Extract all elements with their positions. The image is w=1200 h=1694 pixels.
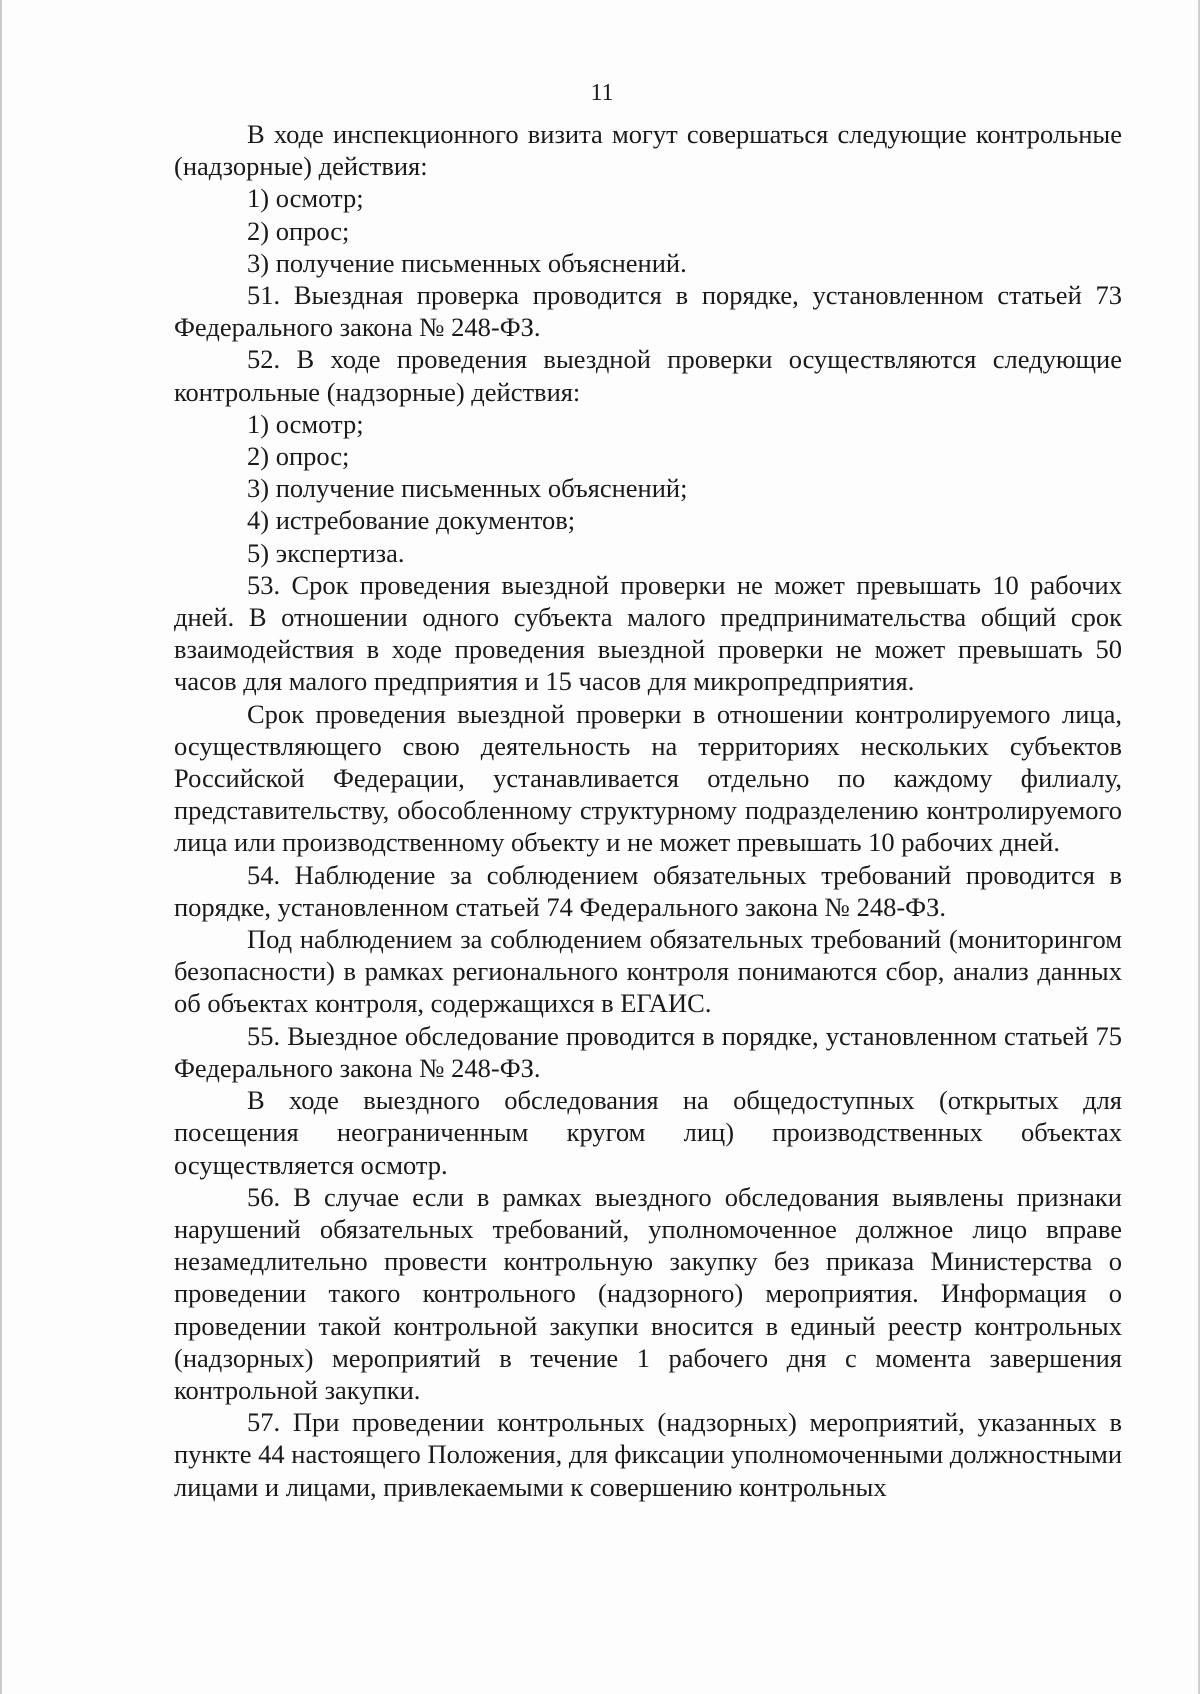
list-item: 1) осмотр; (247, 183, 364, 214)
paragraph-51: 51. Выездная проверка проводится в порядке, установленном статьей 73 Федерального закона № 248-ФЗ. (174, 280, 1122, 343)
paragraph-54: 54. Наблюдение за соблюдением обязательных требований проводится в порядке, установленном статьей 74 Федерального закона № 248-ФЗ. (174, 859, 1122, 922)
paragraph-54-monitoring: Под наблюдением за соблюдением обязательных требований (мониторингом безопасности) в рамках регионального контроля понимаются сбор, анализ данных об объектах контроля, содержащихся в ЕГАИС. (174, 924, 1122, 1019)
list-item: 2) опрос; (247, 441, 350, 472)
list-item: 4) истребование документов; (247, 505, 576, 536)
list-item: 1) осмотр; (247, 408, 364, 439)
paragraph-56: 56. В случае если в рамках выездного обследования выявлены признаки нарушений обязательных требований, уполномоченное должное лицо вправе незамедлительно провести контрольную закупку без приказа Министерства о проведении такого контрольного (надзорного) мероприятия. Информация о проведении такой контрольной закупки вносится в единый реестр контрольных (надзорных) мероприятий в течение 1 рабочего дня с момента завершения контрольной закупки. (174, 1181, 1122, 1405)
paragraph-55: 55. Выездное обследование проводится в порядке, установленном статьей 75 Федерального закона № 248-ФЗ. (174, 1020, 1122, 1083)
paragraph-53-term: Срок проведения выездной проверки в отношении контролируемого лица, осуществляющего свою деятельность на территориях нескольких субъектов Российской Федерации, устанавливается отдельно по каждому филиалу, представительству, обособленному структурному подразделению контролируемого лица или производственному объекту и не может превышать 10 рабочих дней. (174, 698, 1122, 858)
paragraph-intro-visit: В ходе инспекционного визита могут совершаться следующие контрольные (надзорные) действия: (174, 119, 1122, 182)
list-item: 3) получение письменных объяснений. (247, 247, 687, 278)
list-item: 3) получение письменных объяснений; (247, 473, 688, 504)
paragraph-52: 52. В ходе проведения выездной проверки осуществляются следующие контрольные (надзорные) действия: (174, 344, 1122, 407)
paragraph-55-inspection: В ходе выездного обследования на общедоступных (открытых для посещения неограниченным кругом лиц) производственных объектах осуществляется осмотр. (174, 1085, 1122, 1180)
page-number: 11 (590, 80, 614, 106)
list-item: 5) экспертиза. (247, 537, 405, 568)
paragraph-53: 53. Срок проведения выездной проверки не может превышать 10 рабочих дней. В отношении одного субъекта малого предпринимательства общий срок взаимодействия в ходе проведения выездной проверки не может превышать 50 часов для малого предприятия и 15 часов для микропредприятия. (174, 569, 1122, 697)
paragraph-57: 57. При проведении контрольных (надзорных) мероприятий, указанных в пункте 44 настоящего Положения, для фиксации уполномоченными должностными лицами и лицами, привлекаемыми к совершению контрольных (174, 1407, 1122, 1502)
document-body (174, 118, 1122, 1503)
list-item: 2) опрос; (247, 215, 350, 246)
